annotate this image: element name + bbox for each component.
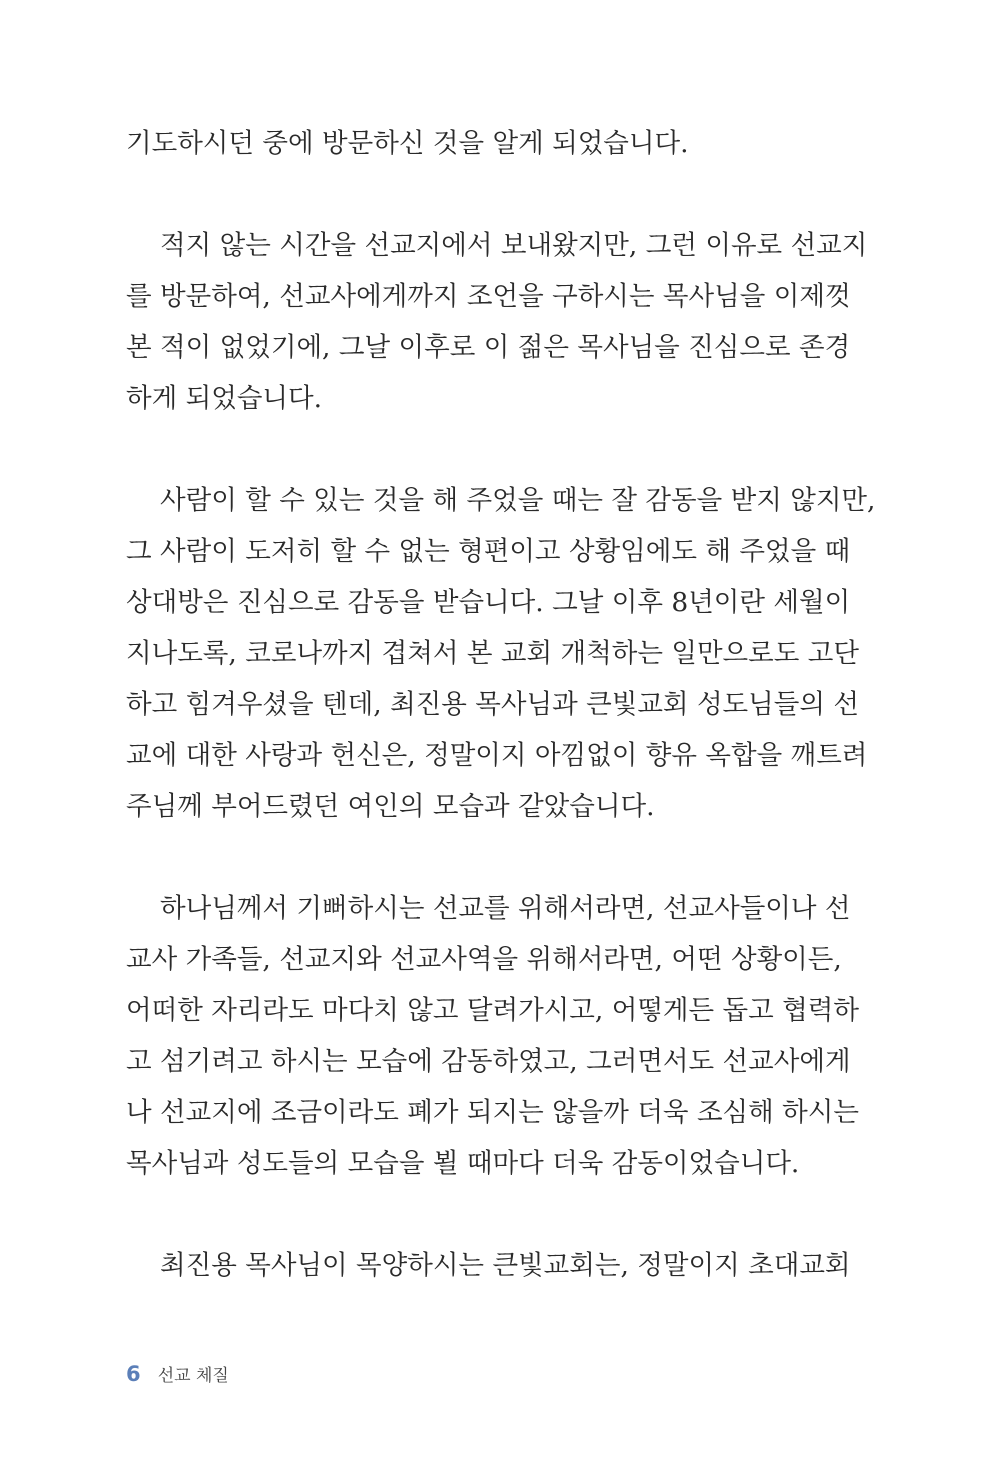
paragraph (126, 1240, 851, 1291)
text-line: 목사님과 성도들의 모습을 뵐 때마다 더욱 감동이었습니다. (126, 1148, 800, 1179)
text-line: 를 방문하여, 선교사에게까지 조언을 구하시는 목사님을 이제껏 (126, 281, 851, 312)
text-line: 기도하시던 중에 방문하신 것을 알게 되었습니다. (126, 128, 689, 159)
text-line: 본 적이 없었기에, 그날 이후로 이 젊은 목사님을 진심으로 존경 (126, 332, 851, 363)
text-line: 그 사람이 도저히 할 수 없는 형편이고 상황임에도 해 주었을 때 (126, 536, 851, 567)
paragraph-gap (126, 1189, 834, 1240)
text-line: 하고 힘겨우셨을 텐데, 최진용 목사님과 큰빛교회 성도님들의 선 (126, 689, 859, 720)
text-line: 주님께 부어드렸던 여인의 모습과 같았습니다. (126, 791, 655, 822)
paragraph-gap (126, 424, 834, 475)
page-footer (126, 1359, 229, 1389)
text-line: 나 선교지에 조금이라도 폐가 되지는 않을까 더욱 조심해 하시는 (126, 1097, 859, 1128)
page-number: 6 (126, 1362, 141, 1386)
paragraph (126, 220, 868, 424)
paragraph-gap (126, 169, 834, 220)
text-line: 어떠한 자리라도 마다치 않고 달려가시고, 어떻게든 돕고 협력하 (126, 995, 859, 1026)
text-line: 지나도록, 코로나까지 겹쳐서 본 교회 개척하는 일만으로도 고단 (126, 638, 859, 669)
running-title: 선교 체질 (157, 1366, 229, 1386)
paragraph-gap (126, 832, 834, 883)
paragraph (126, 118, 834, 169)
text-line: 고 섬기려고 하시는 모습에 감동하였고, 그러면서도 선교사에게 (126, 1046, 851, 1077)
paragraph (126, 475, 876, 832)
text-line: 교사 가족들, 선교지와 선교사역을 위해서라면, 어떤 상황이든, (126, 944, 842, 975)
paragraph (126, 883, 859, 1189)
text-line: 적지 않는 시간을 선교지에서 보내왔지만, 그런 이유로 선교지 (160, 230, 868, 261)
page-body (126, 118, 876, 1291)
text-line: 하게 되었습니다. (126, 383, 323, 414)
text-line: 하나님께서 기뻐하시는 선교를 위해서라면, 선교사들이나 선 (160, 893, 851, 924)
text-line: 사람이 할 수 있는 것을 해 주었을 때는 잘 감동을 받지 않지만, (160, 485, 876, 516)
text-line: 상대방은 진심으로 감동을 받습니다. 그날 이후 8년이란 세월이 (126, 587, 851, 618)
text-line: 교에 대한 사랑과 헌신은, 정말이지 아낌없이 향유 옥합을 깨트려 (126, 740, 868, 771)
text-line: 최진용 목사님이 목양하시는 큰빛교회는, 정말이지 초대교회 (160, 1250, 851, 1281)
